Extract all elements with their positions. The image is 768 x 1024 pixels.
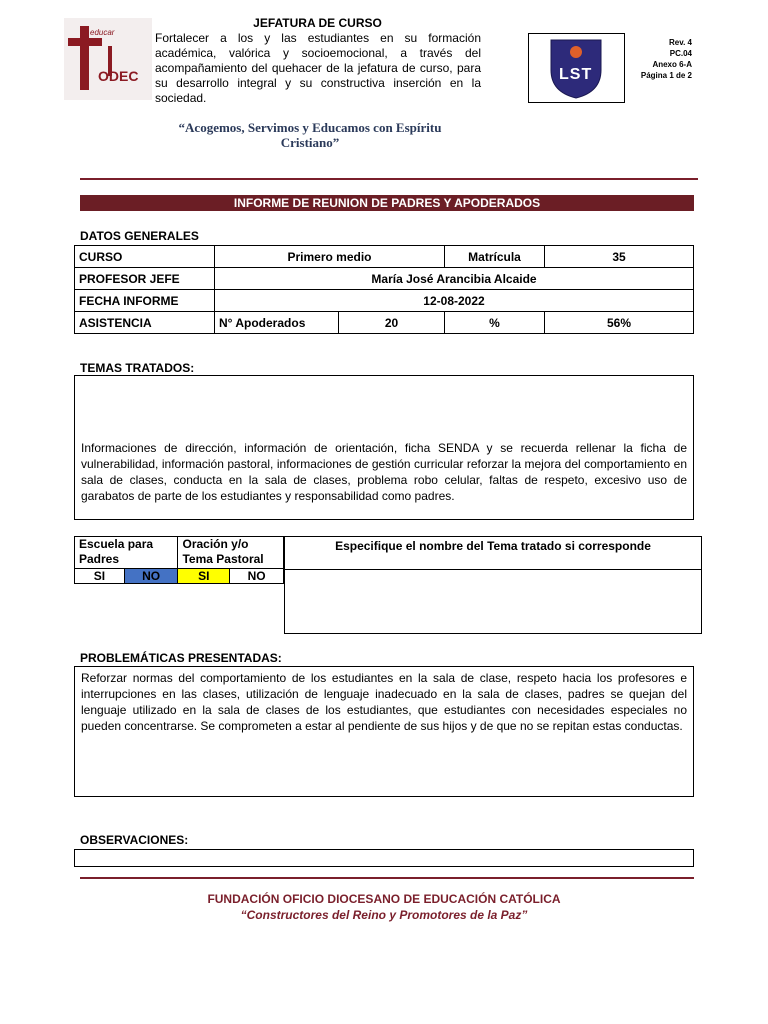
matricula-label: Matrícula xyxy=(445,246,545,268)
matricula-value: 35 xyxy=(545,246,694,268)
oracion-no-checkbox[interactable]: NO xyxy=(230,569,284,584)
datos-table xyxy=(74,245,694,334)
temas-box xyxy=(74,375,694,520)
logo-small-text: educar xyxy=(90,28,115,37)
table-row xyxy=(75,268,694,290)
footer-slogan: “Constructores del Reino y Promotores de la Paz” xyxy=(240,908,528,922)
problematicas-title: PROBLEMÁTICAS PRESENTADAS: xyxy=(80,651,282,665)
observaciones-title: OBSERVACIONES: xyxy=(80,833,189,847)
school-logo-text: LST xyxy=(559,66,593,83)
page-title: JEFATURA DE CURSO xyxy=(253,16,382,30)
apoderados-value: 20 xyxy=(339,312,445,334)
oracion-label-line-2: Tema Pastoral xyxy=(182,552,264,566)
odec-logo xyxy=(64,18,152,100)
table-row xyxy=(75,312,694,334)
observaciones-field[interactable] xyxy=(74,849,694,867)
table-row xyxy=(75,246,694,268)
especifique-field[interactable] xyxy=(285,570,701,633)
mission-text: Fortalecer a los y las estudiantes en su formación académica, valórica y socioemocional, a través del acompañamiento del quehacer de la jefatura de curso, para su desarrollo integral y su constructiva inserción en la sociedad. xyxy=(155,31,481,105)
motto-line-2: Cristiano” xyxy=(280,135,340,150)
table-row xyxy=(75,569,284,584)
apoderados-label: N° Apoderados xyxy=(215,312,339,334)
temas-title: TEMAS TRATADOS: xyxy=(80,361,195,375)
profesor-value: María José Arancibia Alcaide xyxy=(215,268,694,290)
escuela-label-line-2: Padres xyxy=(79,552,120,566)
percent-label: % xyxy=(445,312,545,334)
page-number: Página 1 de 2 xyxy=(640,71,692,80)
problematicas-text: Reforzar normas del comportamiento de los estudiantes en la sala de clase, respeto hacia los profesores e interrupciones en las clases, utilización de lenguaje inadecuado en la sala de clases, padres se quejan del lenguaje utilizado en la sala de clases de los estudiantes, que estudiantes con necesidades especiales no pueden concentrarse. Se comprometen a estar al pendiente de sus hijos y de que no se repitan estas conductas. xyxy=(81,671,687,733)
problematicas-box xyxy=(74,666,694,797)
footer-divider xyxy=(80,877,694,879)
escuela-si-checkbox[interactable]: SI xyxy=(75,569,125,584)
temas-text: Informaciones de dirección, información de orientación, ficha SENDA y se recuerda rellenar la ficha de vulnerabilidad, información pastoral, informaciones de gestión curricular reforzar la mejora del comportamiento en sala de clases, conducta en la sala de clases, problema robo celular, faltas de respeto, excesivo uso de garabatos de parte de los estudiantes y responsabilidad como padres. xyxy=(81,441,687,503)
especifique-box xyxy=(284,536,702,634)
report-banner: INFORME DE REUNION DE PADRES Y APODERADOS xyxy=(80,195,694,211)
escuela-label-line-1 xyxy=(79,537,173,552)
table-row xyxy=(75,537,284,569)
asistencia-label: ASISTENCIA xyxy=(75,312,215,334)
percent-value: 56% xyxy=(545,312,694,334)
logo-text: ODEC xyxy=(98,68,139,84)
footer-foundation: FUNDACIÓN OFICIO DIOCESANO DE EDUCACIÓN CATÓLICA xyxy=(207,892,561,906)
fecha-value: 12-08-2022 xyxy=(215,290,694,312)
rev-number: Rev. 4 xyxy=(669,38,692,47)
curso-label: CURSO xyxy=(75,246,215,268)
especifique-label: Especifique el nombre del Tema tratado si corresponde xyxy=(285,537,701,570)
profesor-label: PROFESOR JEFE xyxy=(75,268,215,290)
annex: Anexo 6-A xyxy=(652,60,692,69)
document-meta xyxy=(600,37,692,81)
escuela-word-1: Escuela para xyxy=(79,537,154,551)
fecha-label: FECHA INFORME xyxy=(75,290,215,312)
header-divider xyxy=(80,178,698,180)
motto-line-1: “Acogemos, Servimos y Educamos con Espíritu xyxy=(178,120,442,135)
motto xyxy=(160,120,460,150)
oracion-label-line-1: Oración y/o xyxy=(182,537,249,551)
oracion-si-checkbox[interactable]: SI xyxy=(178,569,230,584)
oracion-label xyxy=(178,537,284,569)
table-row xyxy=(75,290,694,312)
escuela-padres-label xyxy=(75,537,178,569)
curso-value: Primero medio xyxy=(215,246,445,268)
escuela-no-checkbox[interactable]: NO xyxy=(124,569,178,584)
datos-generales-title: DATOS GENERALES xyxy=(80,229,199,243)
checks-table xyxy=(74,536,284,584)
procedure-code: PC.04 xyxy=(669,49,692,58)
